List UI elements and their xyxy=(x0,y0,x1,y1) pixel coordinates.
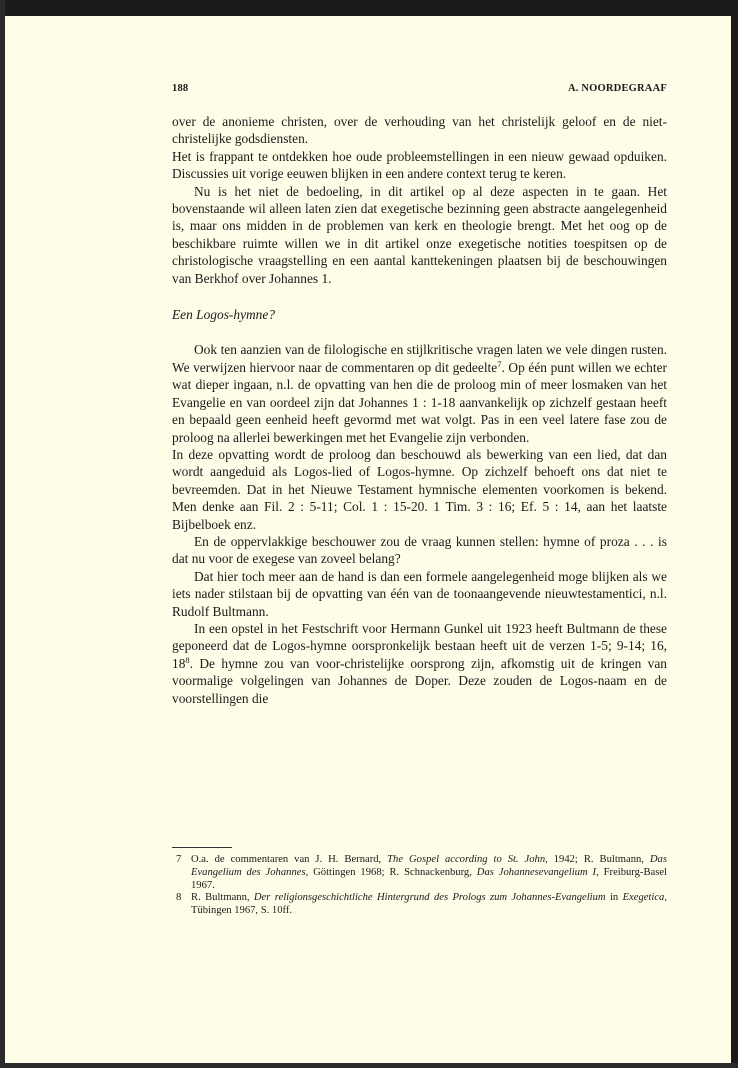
footnote-7 xyxy=(172,854,667,892)
body-text xyxy=(172,113,667,707)
footnote-8 xyxy=(172,892,667,918)
footnote-ref-8: 8 xyxy=(185,654,190,665)
paragraph-8-text-b: . De hymne zou van voor-christelijke oorsprong zijn, afkomstig uit de kringen van voormalige volgelingen van Johannes de Doper. Deze zouden de Logos-naam en de voorstellingen die xyxy=(172,655,667,706)
footnote-8-title-2: Exegetica xyxy=(622,892,665,904)
scan-border-left xyxy=(0,0,5,1068)
footnote-7-title-1: The Gospel according to St. John xyxy=(387,854,546,865)
footnotes xyxy=(172,854,667,918)
paragraph-3: Nu is het niet de bedoeling, in dit artikel op al deze aspecten in te gaan. Het bovenstaande wil alleen laten zien dat exegetische bezinning geen abstracte aangelegenheid is, maar ons midden in de problemen van kerk en theologie brengt. Met het oog op de beschikbare ruimte willen we in dit artikel onze exegetische notities toespitsen op de christologische vraagstelling en een aantal kanttekeningen plaatsen bij de beschouwingen van Berkhof over Johannes 1. xyxy=(172,183,667,286)
footnote-rule xyxy=(172,847,232,848)
paragraph-4 xyxy=(172,341,667,445)
paragraph-4-text-a: Ook ten aanzien van de filologische en stijlkritische vragen laten we vele dingen rusten. We verwijzen hiervoor naar de commentaren op dit gedeelte xyxy=(172,342,667,375)
page-number: 188 xyxy=(172,83,189,94)
paragraph-5: In deze opvatting wordt de proloog dan beschouwd als bewerking van een lied, dat dan wordt aangeduid als Logos-lied of Logos-hymne. Op zichzelf behoeft ons dat niet te bevreemden. Dat in het Nieuwe Testament hymnische elementen voorkomen is bekend. Men denke aan Fil. 2 : 5-11; Col. 1 : 15-20. 1 Tim. 3 : 16; Ef. 5 : 14, aan het laatste Bijbelboek enz. xyxy=(172,446,667,532)
footnote-7-text-c: , Göttingen 1968; R. Schnackenburg, xyxy=(305,866,477,878)
scan-border-top xyxy=(0,0,738,16)
paragraph-1: over de anonieme christen, over de verhouding van het christelijk geloof en de niet-christelijke godsdiensten. xyxy=(172,114,667,147)
footnote-7-text-b: , 1942; R. Bultmann, xyxy=(545,854,650,865)
paragraph-2: Het is frappant te ontdekken hoe oude probleemstellingen in een nieuw gewaad opduiken. Discussies uit vorige eeuwen blijken in een andere context terug te keren. xyxy=(172,148,667,182)
paragraph-4-text-b: . Op één punt willen we echter wat dieper ingaan, n.l. de opvatting van hen die de proloog min of meer losmaken van het Evangelie en van oordeel zijn dat Johannes 1 : 1-18 aanvankelijk op zichzelf gestaan heeft en bepaald geen eenheid heeft gevormd met wat volgt. Pas in een veel latere fase zou de proloog na allerlei bewerkingen met het Evangelie zijn verbonden. xyxy=(172,359,667,445)
paragraph-8-text-a: In een opstel in het Festschrift voor Hermann Gunkel uit 1923 heeft Bultmann de these geponeerd dat de Logos-hymne oorspronkelijk bestaan heeft uit de verzen 1-5; 9-14; 16, 18 xyxy=(172,620,667,671)
running-head-author: A. NOORDEGRAAF xyxy=(567,83,667,94)
footnote-7-text-a: O.a. de commentaren van J. H. Bernard, xyxy=(191,854,388,865)
paragraph-8 xyxy=(172,620,667,707)
section-heading: Een Logos-hymne? xyxy=(172,307,276,323)
footnote-7-number: 7 xyxy=(176,854,182,865)
scan-border-bottom xyxy=(0,1063,738,1068)
footnote-7-text-d: , Freiburg-Basel 1967. xyxy=(191,866,667,891)
footnote-7-title-3: Das Johannesevangelium I xyxy=(476,866,597,878)
paragraph-6: En de oppervlakkige beschouwer zou de vraag kunnen stellen: hymne of proza . . . is dat nu voor de exegese van zoveel belang? xyxy=(172,533,667,567)
footnote-8-text-a: R. Bultmann, xyxy=(191,892,254,904)
paragraph-7: Dat hier toch meer aan de hand is dan een formele aangelegenheid moge blijken als we iets nader stilstaan bij de opvatting van één van de toonaangevende nieuwtestamentici, n.l. Rudolf Bultmann. xyxy=(172,568,667,619)
footnote-8-text-c: , Tübingen 1967, S. 10ff. xyxy=(191,892,667,917)
footnote-8-text-b: in xyxy=(605,892,623,904)
footnote-7-title-2: Das Evangelium des Johannes xyxy=(191,854,667,878)
footnote-8-title-1: Der religionsgeschichtliche Hintergrund des Prologs zum Johannes-Evangelium xyxy=(253,892,606,904)
scan-border-right xyxy=(731,0,738,1068)
footnote-ref-7: 7 xyxy=(497,358,502,369)
footnote-8-number: 8 xyxy=(176,892,182,904)
